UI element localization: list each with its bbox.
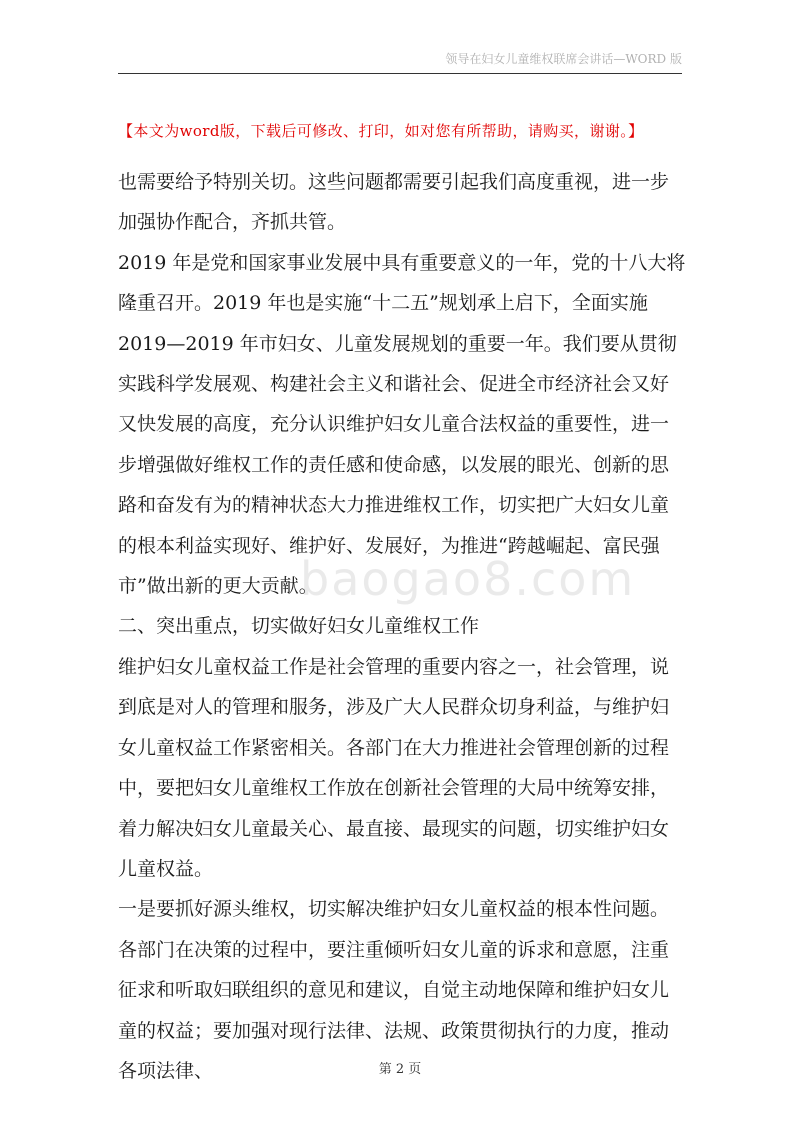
document-body xyxy=(118,162,686,1091)
page-number: 第 2 页 xyxy=(378,1062,422,1077)
download-notice: 【本文为word版，下载后可修改、打印，如对您有所帮助，请购买，谢谢。】 xyxy=(118,122,644,140)
section-heading: 二、突出重点，切实做好妇女儿童维权工作 xyxy=(118,615,480,638)
watermark-text: baogao8.com xyxy=(300,552,636,606)
body-paragraph: 维护妇女儿童权益工作是社会管理的重要内容之一，社会管理，说到底是对人的管理和服务，涉及广大人民群众切身利益，与维护妇女儿童权益工作紧密相关。各部门在大力推进社会管理创新的过程中，要把妇女儿童维权工作放在创新社会管理的大局中统筹安排，着力解决妇女儿童最关心、最直接、最现实的问题，切实维护妇女儿童权益。 xyxy=(118,655,670,880)
body-paragraph: 也需要给予特别关切。这些问题都需要引起我们高度重视，进一步加强协作配合，齐抓共管。 xyxy=(118,171,670,234)
running-header: 领导在妇女儿童维权联席会讲话—WORD 版 xyxy=(445,52,682,66)
body-paragraph: 2019 年是党和国家事业发展中具有重要意义的一年，党的十八大将隆重召开。2019 年也是实施“十二五”规划承上启下，全面实施 2019—2019 年市妇女、儿童发展规划的重要一年。我们要从贯彻实践科学发展观、构建社会主义和谐社会、促进全市经济社会又好又快发展的高度，充分认识维护妇女儿童合法权益的重要性，进一步增强做好维权工作的责任感和使命感，以发展的眼光、创新的思路和奋发有为的精神状态大力推进维权工作，切实把广大妇女儿童的根本利益实现好、维护好、发展好，为推进“跨越崛起、富民强市”做出新的更大贡献。 xyxy=(118,251,686,598)
body-paragraph: 一是要抓好源头维权，切实解决维护妇女儿童权益的根本性问题。各部门在决策的过程中，要注重倾听妇女儿童的诉求和意愿，注重征求和听取妇联组织的意见和建议，自觉主动地保障和维护妇女儿童的权益；要加强对现行法律、法规、政策贯彻执行的力度，推动各项法律、 xyxy=(118,898,670,1082)
header-divider xyxy=(118,73,682,74)
